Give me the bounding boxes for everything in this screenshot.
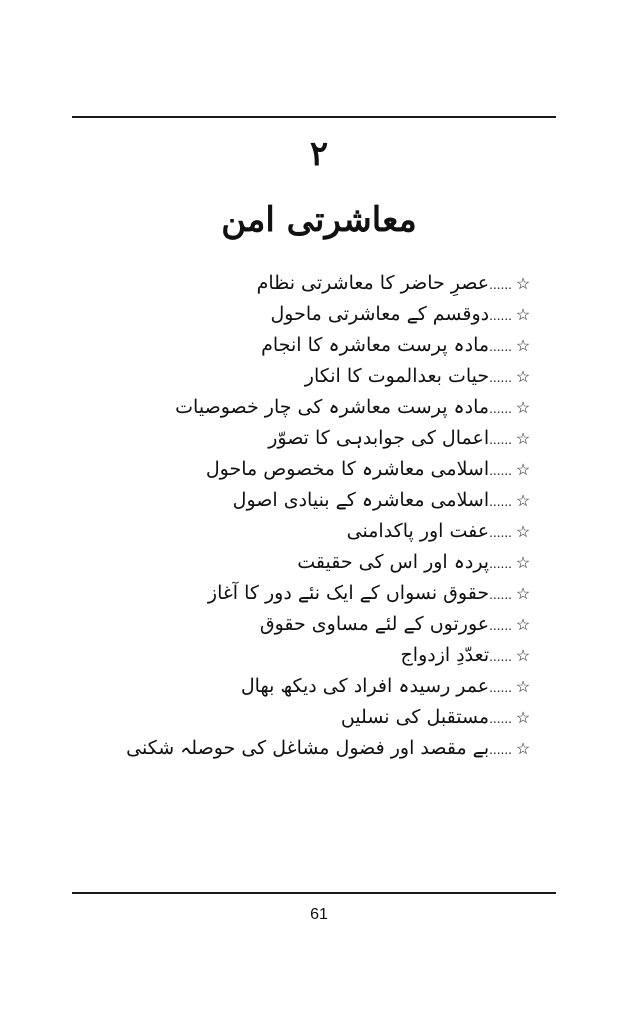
star-bullet-icon: ☆ [515, 429, 531, 448]
leader-dots: ...... [489, 464, 512, 478]
toc-item-label: حیات بعدالموت کا انکار [304, 365, 490, 387]
leader-dots: ...... [489, 743, 512, 757]
top-rule [72, 116, 556, 118]
toc-item-label: اسلامی معاشرہ کے بنیادی اصول [232, 489, 490, 511]
toc-item[interactable] [72, 330, 532, 361]
star-bullet-icon: ☆ [515, 305, 531, 324]
toc-item[interactable] [72, 268, 532, 299]
leader-dots: ...... [489, 712, 512, 726]
toc-item-label: عورتوں کے لئے مساوی حقوق [259, 613, 490, 635]
star-bullet-icon: ☆ [515, 367, 531, 386]
star-bullet-icon: ☆ [515, 553, 531, 572]
star-bullet-icon: ☆ [515, 336, 531, 355]
toc-item[interactable] [72, 733, 532, 764]
leader-dots: ...... [489, 495, 512, 509]
star-bullet-icon: ☆ [515, 739, 531, 758]
toc-item-label: تعدّدِ ازدواج [400, 644, 490, 666]
star-bullet-icon: ☆ [515, 460, 531, 479]
star-bullet-icon: ☆ [515, 615, 531, 634]
toc-item[interactable] [72, 392, 532, 423]
star-bullet-icon: ☆ [515, 491, 531, 510]
toc-item[interactable] [72, 485, 532, 516]
toc-item-label: اعمال کی جوابدہی کا تصوّر [268, 427, 490, 449]
toc-item[interactable] [72, 702, 532, 733]
leader-dots: ...... [489, 340, 512, 354]
star-bullet-icon: ☆ [515, 274, 531, 293]
toc-item[interactable] [72, 423, 532, 454]
toc-item[interactable] [72, 361, 532, 392]
toc-item-label: عمر رسیدہ افراد کی دیکھ بھال [240, 675, 490, 697]
star-bullet-icon: ☆ [515, 398, 531, 417]
toc-item[interactable] [72, 640, 532, 671]
leader-dots: ...... [489, 619, 512, 633]
leader-dots: ...... [489, 681, 512, 695]
toc-item[interactable] [72, 299, 532, 330]
toc-item[interactable] [72, 547, 532, 578]
leader-dots: ...... [489, 309, 512, 323]
leader-dots: ...... [489, 650, 512, 664]
leader-dots: ...... [489, 433, 512, 447]
table-of-contents [72, 268, 532, 764]
leader-dots: ...... [489, 278, 512, 292]
toc-item-label: عصرِ حاضر کا معاشرتی نظام [256, 272, 490, 294]
toc-item-label: عفت اور پاکدامنی [346, 520, 490, 542]
toc-item-label: مستقبل کی نسلیں [340, 706, 490, 728]
page-number: 61 [310, 906, 328, 923]
toc-item-label: اسلامی معاشرہ کا مخصوص ماحول [205, 458, 490, 480]
star-bullet-icon: ☆ [515, 584, 531, 603]
toc-item-label: دوقسم کے معاشرتی ماحول [270, 303, 490, 325]
star-bullet-icon: ☆ [515, 522, 531, 541]
leader-dots: ...... [489, 371, 512, 385]
toc-item-label: مادہ پرست معاشرہ کا انجام [261, 334, 490, 356]
bottom-rule [72, 892, 556, 894]
chapter-number: ۲ [309, 134, 329, 174]
toc-item[interactable] [72, 671, 532, 702]
toc-item[interactable] [72, 454, 532, 485]
leader-dots: ...... [489, 557, 512, 571]
toc-item-label: پردہ اور اس کی حقیقت [297, 551, 490, 573]
leader-dots: ...... [489, 526, 512, 540]
toc-item[interactable] [72, 516, 532, 547]
toc-item[interactable] [72, 578, 532, 609]
chapter-title: معاشرتی امن [221, 200, 417, 240]
toc-item-label: مادہ پرست معاشرہ کی چار خصوصیات [175, 396, 490, 418]
star-bullet-icon: ☆ [515, 646, 531, 665]
leader-dots: ...... [489, 588, 512, 602]
toc-item[interactable] [72, 609, 532, 640]
leader-dots: ...... [489, 402, 512, 416]
toc-item-label: حقوق نسواں کے ایک نئے دور کا آغاز [207, 582, 490, 604]
star-bullet-icon: ☆ [515, 677, 531, 696]
star-bullet-icon: ☆ [515, 708, 531, 727]
toc-item-label: بے مقصد اور فضول مشاغل کی حوصلہ شکنی [126, 737, 490, 759]
